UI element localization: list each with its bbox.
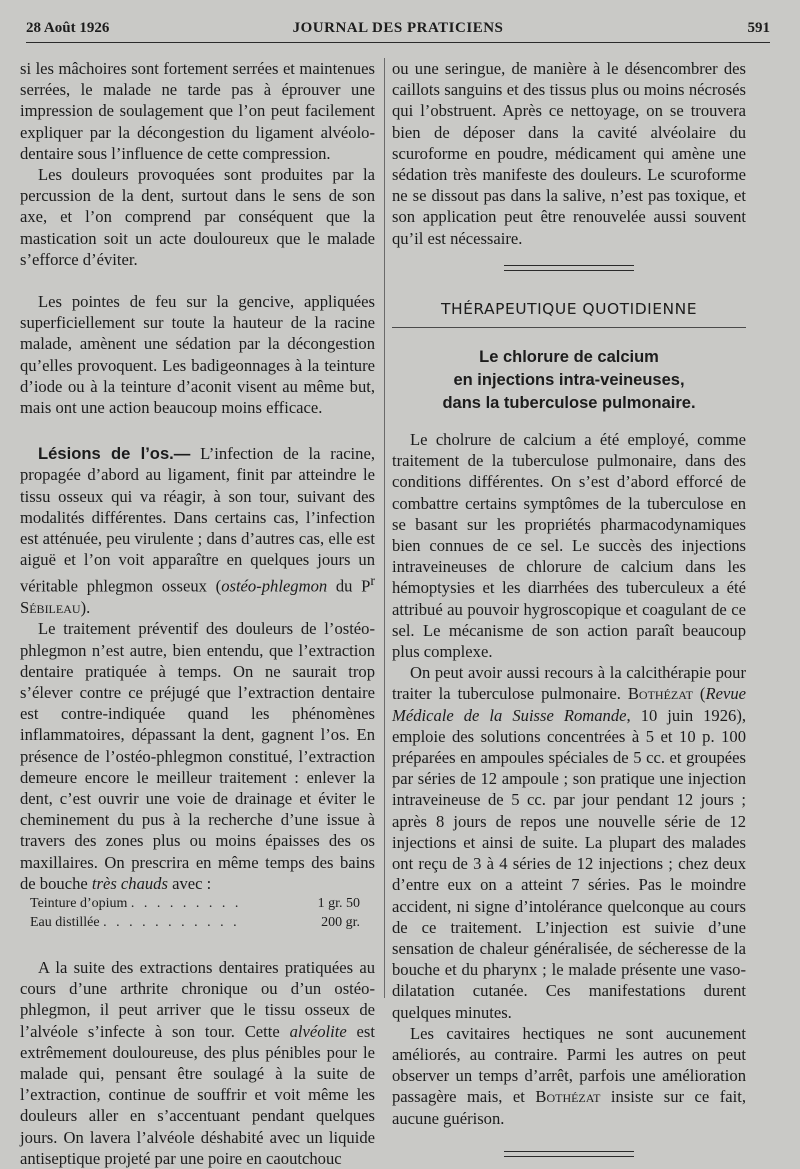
prescription-row [30, 894, 360, 913]
text-run: On peut avoir aussi recours à la calcithérapie pour traiter la tuberculose pulmonaire. [392, 663, 746, 704]
section-title: THÉRAPEUTIQUE QUOTIDIENNE [440, 299, 698, 318]
text-run: avec : [167, 873, 212, 893]
leader-dots: . . . . . . . . . [130, 896, 242, 912]
text-run: L’infection de la racine, propagée d’abord au ligament, finit par atteindre le tissu osseux qui va réagir, à son tour, suivant des modalités différentes. Dans certains cas, l’infection est atténuée, peu virulente ; dans d’autres cas, elle est aiguë et l’on voit apparaître en quelques jours un véritable phlegmon osseux ( [20, 444, 375, 596]
paragraph: Le cholrure de calcium a été employé, comme traitement de la tuberculose pulmonaire, dans des conditions différentes. On s’est d’abord efforcé de combattre certains symptômes de la tuberculose en se basant sur les propriétés pharmacodynamiques bien connues de ce sel. Le succès des injections intraveineuses de chlorure de calcium dans les hémoptysies et les diarrhées des tuberculeux a été attribué au pouvoir hygroscopique et coagulant de ce sel. Le mécanisme de son action paraît beaucoup plus complexe. [392, 430, 746, 662]
ingredient-name [30, 913, 290, 932]
runin-heading: Lésions de l’os.— [38, 444, 191, 464]
text-run: Les cavitaires hectiques ne sont aucunement améliorés, au contraire. Parmi les autres on peut observer un temps d’arrêt, parfois une amélioration passagère mais, et [392, 1023, 746, 1107]
paragraph-lesions-os [20, 443, 375, 618]
italic-term: très chauds [91, 873, 168, 893]
article-title-line: Le chlorure de calcium [479, 348, 659, 367]
paragraph: Les pointes de feu sur la gencive, appliquées superficiellement sur toute la hauteur de la racine malade, amènent une sédation par la décongestion qu’elles provoquent. Les badigeonnages à la teinture d’iode ou à la teinture d’aconit visent au même but, mais ont une action beaucoup moins efficace. [20, 292, 375, 418]
superscript: r [370, 573, 375, 589]
paragraph: si les mâchoires sont fortement serrées et maintenues serrées, le malade ne tarde pas à éprouver une impression de soulagement que l’on peut facilement expliquer par la décongestion du ligament alvéolo-dentaire sous l’influence de cette compression. [20, 59, 375, 163]
header-date: 28 Août 1926 [26, 20, 110, 36]
end-separator [504, 1151, 634, 1157]
author-name: Bothézat [535, 1087, 601, 1107]
header-journal-title: JOURNAL DES PRATICIENS [292, 20, 504, 36]
paragraph [392, 1023, 746, 1129]
author-name: Sébileau [20, 598, 81, 618]
spacer [20, 270, 375, 291]
ingredient-label: Teinture d’opium [30, 896, 128, 912]
text-run: ). [80, 598, 91, 618]
spacer [20, 932, 375, 957]
text-run: est extrêmement douloureuse, des plus pénibles pour le malade qui, pensant être soulagé à la suite de l’extraction, continue de souffrir et voit même les douleurs aller en s’accentuant pendant quelques jours. On lavera l’alvéole déshabité avec un liquide antiseptique projeté par une poire en caoutchouc [20, 1021, 375, 1168]
paragraph [20, 957, 375, 1169]
text-run: A la suite des extractions dentaires pratiquées au cours d’une arthrite chronique ou d’un ostéo-phlegmon, il peut arriver que le tissu osseux de l’alvéole s’infecte à son tour. Cette [20, 958, 375, 1041]
header-page-number: 591 [747, 20, 770, 36]
running-header [26, 18, 770, 43]
prescription-row [30, 913, 360, 932]
article-title-line: dans la tuberculose pulmonaire. [442, 394, 696, 413]
paragraph: Les douleurs provoquées sont produites par la percussion de la dent, surtout dans le sens de son axe, et l’on comprend par conséquent que la mastication soit un acte douloureux que le malade s’efforce d’éviter. [20, 165, 375, 269]
article-title [392, 346, 746, 415]
paragraph [20, 618, 375, 894]
ingredient-amount: 200 gr. [321, 915, 360, 931]
prescription-table [30, 894, 360, 932]
text-run: Le traitement préventif des douleurs de l’ostéo-phlegmon n’est autre, bien entendu, que l’extraction dentaire pratiquée à temps. On ne saurait trop s’élever contre ce préjugé que l’extraction dentaire est contre-indiquée quand les phénomènes inflammatoires, dépassant la dent, gagnent l’os. En présence de l’ostéo-phlegmon constitué, l’extraction demeure encore le meilleur traitement : enlever la dent, c’est ouvrir une voie de drainage et éviter le cheminement du pus à la recherche d’une issue à travers des zones plus ou moins épaisses des os maxillaires. On prescrira en même temps des bains de bouche [20, 619, 375, 893]
ingredient-label: Eau distillée [30, 915, 100, 931]
left-column [20, 58, 375, 1169]
italic-term: ostéo-phlegmon [221, 577, 328, 596]
text-run: insiste sur ce fait, aucune guérison. [392, 1087, 746, 1128]
section-separator [504, 265, 634, 271]
text-run: du P [327, 577, 371, 596]
ingredient-name [30, 894, 290, 913]
paragraph: ou une seringue, de manière à le désencombrer des caillots sanguins et des tissus plus ou moins nécrosés qui l’obstruent. Après ce nettoyage, on se trouvera bien de déposer dans la cavité alvéolaire du scuroforme en poudre, médicament qui amène une sédation très manifeste des douleurs. Le scuroforme ne se dissout pas dans la salive, n’est pas toxique, et son application peut être renouvelée aussi souvent qu’il est nécessaire. [392, 59, 746, 248]
column-divider [384, 58, 385, 998]
author-name: Bothézat [627, 684, 693, 704]
journal-citation: Revue Médicale de la Suisse Romande [392, 684, 746, 725]
text-run: , 10 juin 1926), emploie des solutions concentrées à 5 et 10 p. 100 préparées en ampoules spéciales de 5 cc. et groupées par séries de 12 ampoule ; son pratique une injection intraveineuse de 5 cc. par jour pendant 12 jours ; après 8 jours de repos une nouvelle série de 12 injections et ainsi de suite. La plupart des malades ont reçu de 3 à 4 séries de 12 injections ; chez deux d’entre eux on a atteint 7 séries. Pas le moindre accident, ni signe d’intolérance quelconque au cours de ce traitement. L’injection est suivie d’une sensation de chaleur généralisée, de sécheresse de la bouche et du pharynx ; le malade présente une vaso-dilatation cutanée. Ces manifestations durent quelques minutes. [392, 705, 746, 1022]
spacer [20, 418, 375, 443]
section-title-rule [392, 327, 746, 328]
paragraph [392, 662, 746, 1022]
italic-term: alvéolite [289, 1021, 347, 1041]
article-title-line: en injections intra-veineuses, [453, 371, 685, 390]
ingredient-amount: 1 gr. 50 [317, 896, 360, 912]
leader-dots: . . . . . . . . . . . [103, 915, 240, 931]
text-run: ( [692, 684, 706, 704]
right-column [392, 58, 746, 1157]
